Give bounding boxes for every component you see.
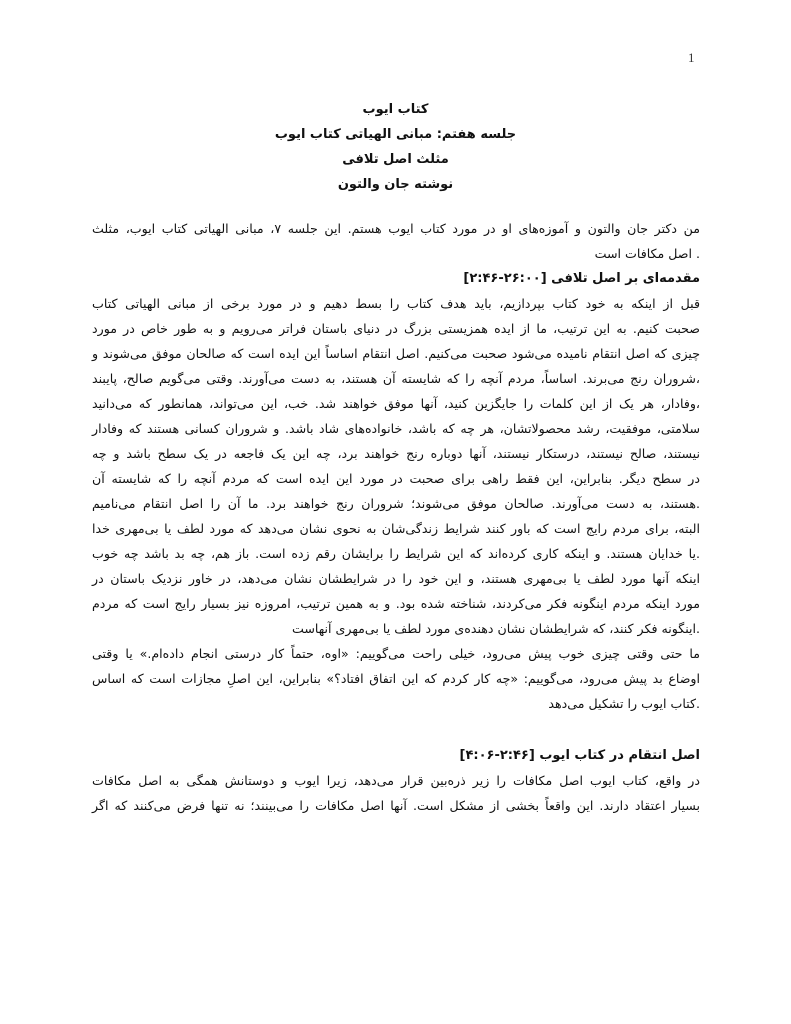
text-line: .هستند، به دست می‌آورند. صالحان موفق می‌شوند؛ شروران رنج خواهند برد. ما آن را اصل انتقام می‌نامیم (92, 496, 700, 511)
author-line: نوشته جان والتون (337, 177, 454, 192)
text-line: .یا خدایان هستند. و اینکه کاری کرده‌اند که این شرایط را برایشان رقم زده است. باز هم، چه بد باشد چه خوب (92, 546, 700, 561)
text-line: .کتاب ایوب را تشکیل می‌دهد (548, 696, 700, 711)
text-line: مورد اینکه مردم اینگونه فکر می‌کردند، شناخته شده بود. و به همین ترتیب، امروزه نیز بسیار رایج است که مردم (92, 596, 700, 611)
text-line: چیزی که اصل انتقام نامیده می‌شود صحبت می‌کنیم. اصل انتقام اساساً این ایده است که صالحان موفق می‌شوند و (92, 346, 700, 361)
paragraph (92, 641, 700, 716)
text-line: در سطح دیگر. بنابراین، این فقط راهی برای صحبت در مورد این ایده است که مردم آنچه را که شایسته آن (92, 471, 700, 486)
text-line: . اصل مکافات است (594, 246, 700, 261)
text-line: اوضاع بد پیش می‌رود، می‌گوییم: «چه کار کردم که این اتفاق افتاد؟» بنابراین، این اصلِ مجازات است که اساس (92, 671, 700, 686)
text-line: البته، برای مردم رایج است که باور کنند شرایط زندگی‌شان به نحوی نشان می‌دهد که مورد لطف یا بی‌مهری خدا (92, 521, 700, 536)
paragraph (92, 768, 700, 818)
session-title: جلسه هفتم: مبانی الهیاتی کتاب ایوب (274, 127, 517, 142)
text-line: بسیار اعتقاد دارند. این واقعاً بخشی از مشکل است. آنها اصل مکافات را می‌بینند؛ نه تنها فرض می‌کنند که اگر (92, 798, 700, 813)
text-line: ما حتی وقتی چیزی خوب پیش می‌رود، خیلی راحت می‌گوییم: «اوه، حتماً کار درستی انجام داده‌ام.» یا وقتی (92, 646, 700, 661)
text-line: من دکتر جان والتون و آموزه‌های او در مورد کتاب ایوب هستم. این جلسه ۷، مبانی الهیاتی کتاب ایوب، مثلث (92, 221, 700, 236)
text-line: نیستند، صالح نیستند، درستکار نیستند، آنها دوباره رنج خواهند برد، چه این یک فاجعه در یک سطح باشد و چه (92, 446, 700, 461)
text-line: در واقع، کتاب ایوب اصل مکافات را زیر ذره‌بین قرار می‌دهد، زیرا ایوب و دوستانش همگی به اصل مکافات (92, 773, 700, 788)
text-line: قبل از اینکه به خود کتاب بپردازیم، باید هدف کتاب را بسط دهیم و در مورد برخی از مبانی الهیاتی کتاب (92, 296, 700, 311)
text-line: ،شروران رنج می‌برند. اساساً، مردم آنچه را که شایسته آن هستند، به دست می‌آورند. وقتی می‌گویم صالح، پایبند (92, 371, 700, 386)
text-line: ،وفادار، هر یک از این کلمات را جایگزین کنید، آنها موفق خواهند شد. خب، این می‌تواند، همانطور که می‌دانید (92, 396, 700, 411)
text-line: اینکه آنها مورد لطف یا بی‌مهری هستند، و این خود را در شرایطشان نشان می‌دهد، در خاور نزدیک باستان در (92, 571, 700, 586)
intro-paragraph (92, 216, 700, 266)
book-title: کتاب ایوب (362, 102, 429, 117)
document-title-block (0, 97, 791, 197)
blank-line (92, 716, 700, 743)
page-number: 1 (688, 50, 695, 65)
text-line: سلامتی، موفقیت، رشد محصولاتشان، هر چه که باشد، خانواده‌های شاد باشد. و شروران کسانی هستند که وفادار (92, 421, 700, 436)
lesson-title: مثلث اصل تلافی (342, 152, 449, 167)
text-line: صحبت کنیم. به این ترتیب، ما از ایده همزیستی بزرگ در دنیای باستان فراتر می‌رویم و به طور خاص در مورد (92, 321, 700, 336)
text-line: .اینگونه فکر کنند، که شرایطشان نشان دهنده‌ی مورد لطف یا بی‌مهری آنهاست (291, 621, 700, 636)
section-heading: مقدمه‌ای بر اصل تلافی [۲۶:۰۰-۲:۴۶] (463, 271, 700, 286)
section-heading: اصل انتقام در کتاب ایوب [۲:۴۶-۴:۰۶] (459, 748, 700, 763)
document-body (92, 216, 700, 818)
paragraph (92, 291, 700, 641)
